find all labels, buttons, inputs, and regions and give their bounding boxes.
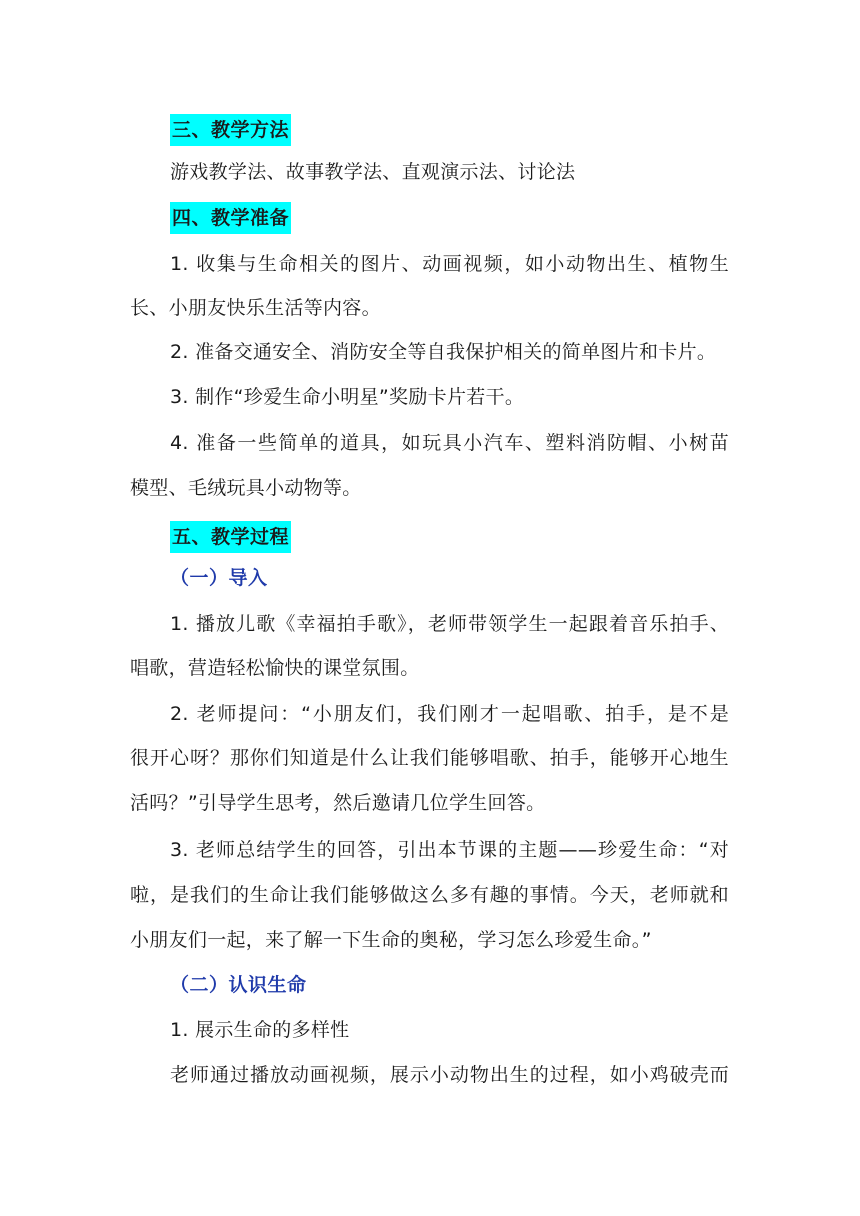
introduction-item-1-line-1: 1. 播放儿歌《幸福拍手歌》，老师带领学生一起跟着音乐拍手、	[170, 613, 729, 635]
section-heading-teaching-methods: 三、教学方法	[170, 114, 291, 146]
preparation-item-3: 3. 制作“珍爱生命小明星”奖励卡片若干。	[170, 386, 525, 408]
section-heading-teaching-process: 五、教学过程	[170, 521, 291, 553]
section-heading-teaching-preparation: 四、教学准备	[170, 202, 291, 234]
introduction-item-2-line-1: 2. 老师提问：“小朋友们，我们刚才一起唱歌、拍手，是不是	[170, 703, 729, 725]
subheading-introduction: （一）导入	[170, 567, 268, 589]
introduction-item-2-line-3: 活吗？”引导学生思考，然后邀请几位学生回答。	[130, 792, 546, 814]
preparation-item-4-line-2: 模型、毛绒玩具小动物等。	[130, 477, 362, 499]
preparation-item-2: 2. 准备交通安全、消防安全等自我保护相关的简单图片和卡片。	[170, 341, 717, 363]
subheading-understanding-life: （二）认识生命	[170, 974, 307, 996]
introduction-item-3-line-2: 啦，是我们的生命让我们能够做这么多有趣的事情。今天，老师就和	[130, 884, 729, 906]
preparation-item-1-line-2: 长、小朋友快乐生活等内容。	[130, 297, 381, 319]
preparation-item-1-line-1: 1. 收集与生命相关的图片、动画视频，如小动物出生、植物生	[170, 253, 729, 275]
introduction-item-2-line-2: 很开心呀？那你们知道是什么让我们能够唱歌、拍手，能够开心地生	[130, 747, 729, 769]
understanding-life-item-1: 1. 展示生命的多样性	[170, 1019, 350, 1041]
introduction-item-3-line-3: 小朋友们一起，来了解一下生命的奥秘，学习怎么珍爱生命。”	[130, 929, 652, 951]
introduction-item-1-line-2: 唱歌，营造轻松愉快的课堂氛围。	[130, 657, 420, 679]
introduction-item-3-line-1: 3. 老师总结学生的回答，引出本节课的主题——珍爱生命：“对	[170, 839, 729, 861]
teaching-methods-text: 游戏教学法、故事教学法、直观演示法、讨论法	[170, 161, 576, 183]
preparation-item-4-line-1: 4. 准备一些简单的道具，如玩具小汽车、塑料消防帽、小树苗	[170, 432, 729, 454]
understanding-life-body-line-1: 老师通过播放动画视频，展示小动物出生的过程，如小鸡破壳而	[170, 1064, 729, 1086]
